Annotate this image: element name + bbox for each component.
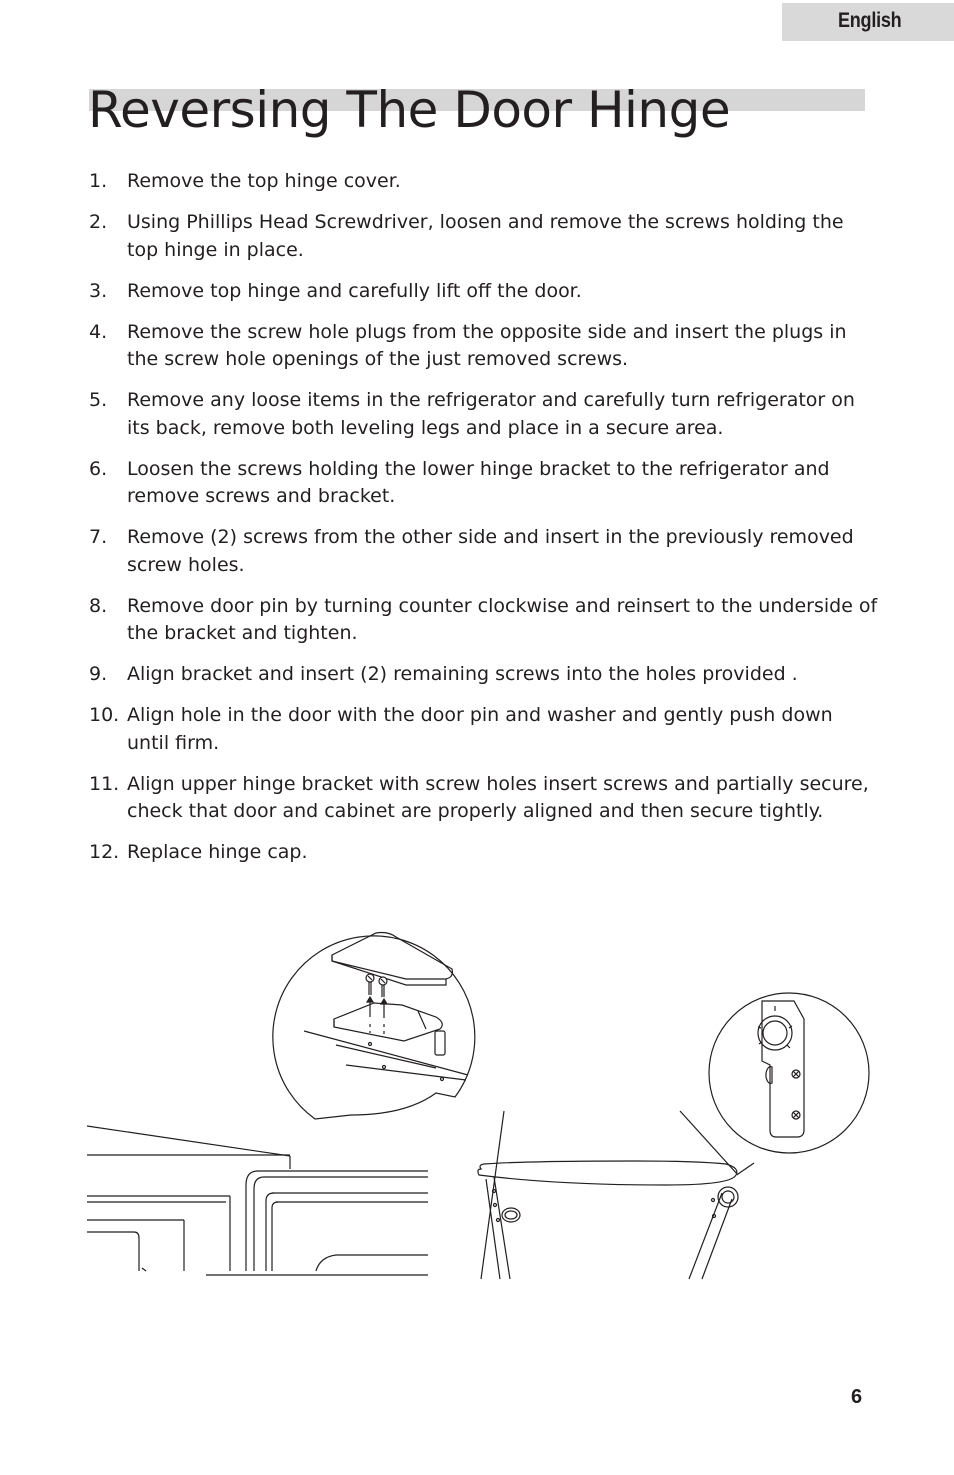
step-text: Align bracket and insert (2) remaining screws into the holes provided . [127,663,798,685]
step-text: Remove top hinge and carefully lift off the door. [127,279,582,302]
page-title: Reversing The Door Hinge [88,81,731,139]
step-text: Align hole in the door with the door pin and washer and gently push down until firm. [127,704,833,754]
step-text: Remove door pin by turning counter clockwise and reinsert to the underside of the bracket and tighten. [127,594,878,644]
step-number: 3. [89,279,108,302]
step-number: 5. [89,389,108,411]
bottom-hinge-detail-circle [709,993,869,1153]
step-number: 9. [89,663,108,685]
fridge-bottom-right-drawing [478,1111,754,1279]
page-number: 6 [851,1386,863,1408]
step-text: Remove (2) screws from the other side and insert in the previously removed screw holes. [127,526,854,576]
step-number: 4. [89,320,108,343]
step-text: Remove the screw hole plugs from the opposite side and insert the plugs in the screw hole openings of the just removed screws. [127,320,847,370]
arrow-up-icon [367,997,387,1018]
screw-icon [379,977,387,997]
step-12 [89,839,879,867]
language-label: English [838,9,902,32]
step-4 [89,319,879,374]
hinge-illustration [86,905,870,1285]
instruction-list [89,168,879,880]
step-8 [89,593,879,648]
screw-hole-icon [792,1111,800,1119]
step-number: 12. [89,841,120,863]
step-3 [89,278,879,306]
step-number: 11. [89,772,120,795]
screw-hole-icon [792,1070,800,1078]
step-2 [89,209,879,264]
step-number: 8. [89,594,108,617]
step-11 [89,771,879,826]
step-text: Using Phillips Head Screwdriver, loosen and remove the screws holding the top hinge in place. [127,211,844,261]
step-text: Align upper hinge bracket with screw holes insert screws and partially secure, check that door and cabinet are properly aligned and then secure tightly. [127,772,869,822]
step-text: Loosen the screws holding the lower hinge bracket to the refrigerator and remove screws and bracket. [127,457,830,507]
step-text: Remove any loose items in the refrigerator and carefully turn refrigerator on its back, remove both leveling legs and place in a secure area. [127,389,855,439]
step-number: 6. [89,457,108,480]
step-text: Replace hinge cap. [127,841,308,863]
language-tab [782,3,954,41]
screw-icon [366,974,374,995]
fridge-top-left-drawing [87,1126,428,1275]
step-number: 1. [89,170,108,192]
step-10 [89,702,879,757]
step-7 [89,524,879,579]
step-number: 10. [89,704,120,726]
step-9 [89,661,879,689]
step-5 [89,387,879,442]
step-text: Remove the top hinge cover. [127,170,401,192]
step-1 [89,168,879,196]
hinge-detail-bubble [273,933,475,1120]
step-number: 7. [89,526,108,548]
step-6 [89,456,879,511]
step-number: 2. [89,211,108,233]
